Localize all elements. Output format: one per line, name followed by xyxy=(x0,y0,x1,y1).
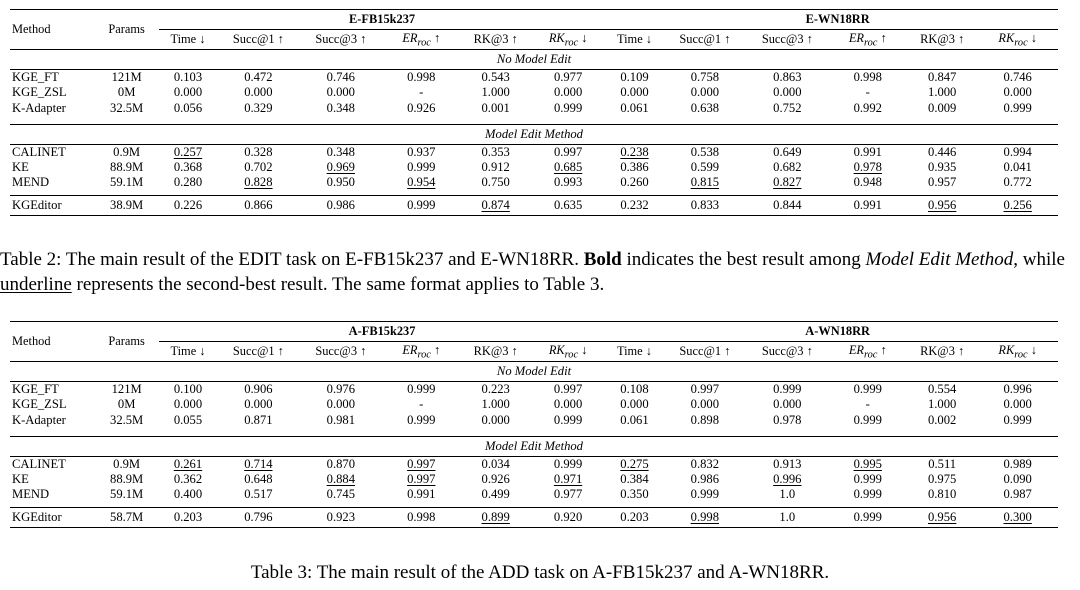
metric-value: 0.977 xyxy=(531,70,605,86)
table-row xyxy=(10,397,1058,413)
metric-header: Time ↓ xyxy=(616,344,652,358)
metric-header: Succ@1 ↑ xyxy=(232,344,284,358)
metric-value: 0.815 xyxy=(690,175,720,190)
metric-value: 0.685 xyxy=(553,159,583,174)
metric-header: RK@3 ↑ xyxy=(473,344,518,358)
metric-value: 0.997 xyxy=(664,382,746,398)
metric-value: 0.041 xyxy=(1003,159,1032,174)
metric-value: 0.997 xyxy=(531,382,605,398)
metric-value: 0.745 xyxy=(326,487,355,502)
metric-value: 0.977 xyxy=(553,487,583,502)
section-no-edit: No Model Edit xyxy=(10,362,1058,382)
metric-value: 0.055 xyxy=(173,412,203,427)
header-params: Params xyxy=(94,10,158,50)
metric-value: 0.368 xyxy=(173,159,203,174)
table-row xyxy=(10,85,1058,101)
param-count: 88.9M xyxy=(110,471,144,486)
metric-value: 0.913 xyxy=(746,456,828,472)
metric-header: Time ↓ xyxy=(170,32,206,46)
metric-value: 1.000 xyxy=(927,397,957,412)
method-name: KE xyxy=(12,159,29,174)
table3-caption: Table 3: The main result of the ADD task on A-FB15k237 and A-WN18RR. xyxy=(250,562,830,583)
metric-value: 0.648 xyxy=(244,471,273,486)
param-count: 0.9M xyxy=(94,144,158,160)
metric-value: 0.926 xyxy=(481,471,510,486)
metric-value: 0.538 xyxy=(664,144,746,160)
metric-value: 0.954 xyxy=(407,175,436,190)
metric-value: 0.827 xyxy=(773,175,802,190)
metric-value: 0.000 xyxy=(690,85,720,100)
method-name: KGEditor xyxy=(10,196,94,216)
metric-value: 1.000 xyxy=(481,397,510,412)
metric-value: 0.256 xyxy=(977,196,1058,216)
metric-value: 0.899 xyxy=(461,508,531,528)
metric-value: 0.950 xyxy=(326,175,355,190)
metric-value: - xyxy=(419,397,424,412)
table-row xyxy=(10,413,1058,429)
table-row xyxy=(10,382,1058,398)
header-method: Method xyxy=(10,322,94,362)
metric-value: 0.635 xyxy=(531,196,605,216)
param-count: 0M xyxy=(117,397,136,412)
metric-header: Time ↓ xyxy=(170,344,206,358)
metric-header: RK@3 ↑ xyxy=(920,344,965,358)
metric-value: 0.969 xyxy=(326,159,355,174)
metric-value: 0.999 xyxy=(553,100,583,115)
section-edit-method: Model Edit Method xyxy=(10,436,1058,456)
header-method: Method xyxy=(10,10,94,50)
table-row xyxy=(10,472,1058,488)
metric-value: 0.257 xyxy=(159,144,217,160)
method-name: CALINET xyxy=(10,144,94,160)
metric-value: 0.386 xyxy=(620,159,649,174)
metric-value: 0.866 xyxy=(217,196,299,216)
metric-value: 0.056 xyxy=(173,100,203,115)
metric-header: Succ@3 ↑ xyxy=(761,32,813,46)
metric-value: 0.987 xyxy=(1003,487,1032,502)
metric-value: 0.034 xyxy=(461,456,531,472)
metric-value: 0.999 xyxy=(531,456,605,472)
metric-value: 0.906 xyxy=(217,382,299,398)
header-params: Params xyxy=(94,322,158,362)
metric-value: 0.103 xyxy=(159,70,217,86)
metric-value: 0.000 xyxy=(326,85,355,100)
metric-value: 0.000 xyxy=(553,397,583,412)
metric-value: 0.999 xyxy=(690,487,720,502)
metric-value: 0.232 xyxy=(605,196,663,216)
metric-value: 0.446 xyxy=(907,144,977,160)
metric-value: 0.833 xyxy=(664,196,746,216)
metric-header: RK@3 ↑ xyxy=(920,32,965,46)
metric-value: 0.997 xyxy=(407,471,436,486)
metric-value: 0.100 xyxy=(159,382,217,398)
metric-value: 0.847 xyxy=(907,70,977,86)
metric-value: 0.920 xyxy=(531,508,605,528)
metric-value: 0.810 xyxy=(927,487,957,502)
metric-value: 0.996 xyxy=(773,471,802,486)
method-name: KGE_FT xyxy=(10,382,94,398)
table-row xyxy=(10,160,1058,176)
metric-value: 0.844 xyxy=(746,196,828,216)
metric-value: 0.275 xyxy=(605,456,663,472)
metric-value: 0.061 xyxy=(620,100,649,115)
metric-value: 0.061 xyxy=(620,412,649,427)
metric-value: 0.517 xyxy=(244,487,273,502)
metric-header: RK@3 ↑ xyxy=(473,32,518,46)
metric-value: 0.956 xyxy=(907,196,977,216)
section-no-edit: No Model Edit xyxy=(10,50,1058,70)
metric-value: 0.957 xyxy=(928,175,957,190)
metric-value: 0.772 xyxy=(1003,175,1032,190)
metric-header: Time ↓ xyxy=(616,32,652,46)
metric-value: 0.956 xyxy=(907,508,977,528)
table-row xyxy=(10,144,1058,160)
metric-value: 0.000 xyxy=(173,85,203,100)
method-name: K-Adapter xyxy=(12,100,66,115)
method-name: MEND xyxy=(12,175,50,190)
metric-value: 0.746 xyxy=(977,70,1058,86)
metric-value: 0.238 xyxy=(605,144,663,160)
metric-header: $ER_{roc}$ ↑ xyxy=(402,342,441,361)
metric-value: 0.000 xyxy=(690,397,720,412)
metric-value: 0.384 xyxy=(620,471,649,486)
metric-value: 0.261 xyxy=(159,456,217,472)
dataset-header: E-WN18RR xyxy=(605,10,1058,30)
metric-value: 0.884 xyxy=(326,471,355,486)
metric-value: 0.280 xyxy=(173,175,203,190)
metric-value: 0.999 xyxy=(1003,100,1032,115)
metric-value: - xyxy=(419,85,424,100)
metric-value: 0.863 xyxy=(746,70,828,86)
metric-value: 1.0 xyxy=(779,487,796,502)
metric-value: 0.796 xyxy=(217,508,299,528)
metric-value: 0.986 xyxy=(690,471,720,486)
metric-header: $RK_{roc}$ ↓ xyxy=(998,342,1037,361)
metric-value: 0.975 xyxy=(927,471,957,486)
metric-header: $ER_{roc}$ ↑ xyxy=(848,342,887,361)
metric-value: 0.682 xyxy=(773,159,802,174)
param-count: 121M xyxy=(94,382,158,398)
param-count: 59.1M xyxy=(110,487,144,502)
table2-caption: Table 2: The main result of the EDIT task on E-FB15k237 and E-WN18RR. Bold indicates the best result among Model Edit Method, while underline represents the second-best result. The same format applies to Table 3. xyxy=(0,249,1065,295)
metric-value: 0.937 xyxy=(382,144,460,160)
metric-value: 0.714 xyxy=(217,456,299,472)
metric-value: 0.912 xyxy=(481,159,510,174)
metric-value: 0.999 xyxy=(407,159,436,174)
metric-value: 0.997 xyxy=(531,144,605,160)
metric-value: 0.992 xyxy=(853,100,882,115)
results-table-edit xyxy=(10,9,1058,216)
table-row xyxy=(10,175,1058,191)
param-count: 32.5M xyxy=(110,412,144,427)
metric-value: 0.000 xyxy=(620,85,649,100)
metric-value: 0.752 xyxy=(773,100,802,115)
metric-value: 0.948 xyxy=(853,175,882,190)
metric-header: Succ@3 ↑ xyxy=(761,344,813,358)
metric-value: 0.203 xyxy=(159,508,217,528)
metric-value: 0.328 xyxy=(217,144,299,160)
metric-value: 0.999 xyxy=(829,508,907,528)
metric-value: 0.472 xyxy=(217,70,299,86)
metric-value: 0.994 xyxy=(977,144,1058,160)
metric-value: - xyxy=(865,397,870,412)
metric-value: 0.226 xyxy=(159,196,217,216)
metric-value: 0.978 xyxy=(773,412,802,427)
param-count: 0.9M xyxy=(94,456,158,472)
metric-value: 0.870 xyxy=(300,456,382,472)
metric-value: 0.329 xyxy=(244,100,273,115)
metric-value: 0.000 xyxy=(173,397,203,412)
metric-value: 0.000 xyxy=(244,397,273,412)
metric-value: 0.223 xyxy=(461,382,531,398)
metric-value: 0.543 xyxy=(460,70,530,86)
param-count: 0M xyxy=(117,85,136,100)
metric-header: Succ@3 ↑ xyxy=(315,344,367,358)
metric-value: 0.702 xyxy=(244,159,273,174)
metric-header: Succ@1 ↑ xyxy=(232,32,284,46)
metric-value: 0.348 xyxy=(300,144,382,160)
metric-value: - xyxy=(865,85,870,100)
metric-value: 0.000 xyxy=(1003,397,1032,412)
metric-value: 0.989 xyxy=(977,456,1058,472)
method-name: MEND xyxy=(12,487,50,502)
metric-value: 0.348 xyxy=(326,100,355,115)
metric-header: $ER_{roc}$ ↑ xyxy=(402,30,441,49)
param-count: 58.7M xyxy=(94,508,158,528)
metric-header: $ER_{roc}$ ↑ xyxy=(848,30,887,49)
metric-value: 1.000 xyxy=(928,85,957,100)
table-row xyxy=(10,487,1058,503)
metric-value: 0.991 xyxy=(829,196,907,216)
param-count: 121M xyxy=(94,70,158,86)
metric-value: 0.999 xyxy=(853,412,882,427)
metric-header: Succ@1 ↑ xyxy=(679,344,731,358)
metric-value: 0.000 xyxy=(1003,85,1032,100)
metric-value: 0.000 xyxy=(244,85,273,100)
metric-value: 0.998 xyxy=(664,508,746,528)
metric-value: 0.362 xyxy=(173,471,203,486)
metric-value: 0.999 xyxy=(1003,412,1032,427)
metric-header: $RK_{roc}$ ↓ xyxy=(548,30,588,49)
metric-value: 0.935 xyxy=(928,159,957,174)
table-row xyxy=(10,101,1058,117)
method-name: KGEditor xyxy=(10,508,94,528)
metric-value: 0.499 xyxy=(481,487,510,502)
metric-value: 0.871 xyxy=(244,412,273,427)
results-table-add xyxy=(10,321,1058,528)
param-count: 38.9M xyxy=(94,196,158,216)
metric-value: 0.999 xyxy=(853,471,882,486)
metric-value: 0.999 xyxy=(829,382,907,398)
metric-value: 0.976 xyxy=(300,382,382,398)
metric-value: 0.746 xyxy=(300,70,382,86)
metric-header: $RK_{roc}$ ↓ xyxy=(998,30,1037,49)
metric-value: 0.999 xyxy=(746,382,828,398)
metric-value: 0.000 xyxy=(773,397,802,412)
metric-value: 0.108 xyxy=(605,382,663,398)
metric-value: 0.998 xyxy=(382,70,460,86)
section-edit-method: Model Edit Method xyxy=(10,124,1058,144)
metric-value: 0.109 xyxy=(605,70,663,86)
metric-value: 0.000 xyxy=(553,85,583,100)
metric-value: 0.991 xyxy=(407,487,436,502)
metric-value: 0.758 xyxy=(664,70,746,86)
metric-value: 0.991 xyxy=(829,144,907,160)
metric-value: 0.923 xyxy=(300,508,382,528)
metric-value: 0.995 xyxy=(829,456,907,472)
metric-value: 0.998 xyxy=(829,70,907,86)
metric-header: $RK_{roc}$ ↓ xyxy=(548,342,588,361)
metric-value: 0.001 xyxy=(481,100,510,115)
metric-value: 1.0 xyxy=(746,508,828,528)
metric-value: 0.638 xyxy=(690,100,720,115)
metric-value: 0.997 xyxy=(382,456,460,472)
method-name: KE xyxy=(12,471,29,486)
metric-value: 0.400 xyxy=(173,487,203,502)
metric-value: 0.926 xyxy=(407,100,436,115)
metric-value: 0.998 xyxy=(382,508,460,528)
method-name: KGE_ZSL xyxy=(12,85,67,100)
metric-value: 0.000 xyxy=(620,397,649,412)
metric-value: 0.993 xyxy=(553,175,583,190)
param-count: 59.1M xyxy=(110,175,144,190)
metric-header: Succ@3 ↑ xyxy=(315,32,367,46)
metric-value: 0.260 xyxy=(620,175,649,190)
metric-value: 0.002 xyxy=(927,412,957,427)
method-name: KGE_ZSL xyxy=(12,397,67,412)
dataset-header: A-FB15k237 xyxy=(159,322,605,342)
metric-value: 0.090 xyxy=(1003,471,1032,486)
param-count: 88.9M xyxy=(110,159,144,174)
metric-value: 0.750 xyxy=(481,175,510,190)
table-row xyxy=(10,456,1058,472)
metric-value: 0.000 xyxy=(326,397,355,412)
metric-header: Succ@1 ↑ xyxy=(679,32,731,46)
table-row xyxy=(10,70,1058,86)
param-count: 32.5M xyxy=(110,100,144,115)
metric-value: 0.999 xyxy=(407,412,436,427)
table-row-best xyxy=(10,508,1058,528)
method-name: CALINET xyxy=(10,456,94,472)
metric-value: 0.999 xyxy=(553,412,583,427)
metric-value: 0.828 xyxy=(244,175,273,190)
metric-value: 0.832 xyxy=(664,456,746,472)
metric-value: 0.599 xyxy=(690,159,720,174)
method-name: K-Adapter xyxy=(12,412,66,427)
metric-value: 0.999 xyxy=(382,196,460,216)
metric-value: 0.971 xyxy=(553,471,583,486)
metric-value: 0.300 xyxy=(977,508,1058,528)
metric-value: 0.898 xyxy=(690,412,720,427)
metric-value: 0.986 xyxy=(300,196,382,216)
metric-value: 0.649 xyxy=(746,144,828,160)
metric-value: 0.978 xyxy=(853,159,882,174)
metric-value: 0.981 xyxy=(326,412,355,427)
metric-value: 0.009 xyxy=(928,100,957,115)
dataset-header: A-WN18RR xyxy=(605,322,1058,342)
metric-value: 0.554 xyxy=(907,382,977,398)
metric-value: 0.999 xyxy=(382,382,460,398)
metric-value: 0.353 xyxy=(460,144,530,160)
metric-value: 0.350 xyxy=(620,487,649,502)
metric-value: 0.511 xyxy=(907,456,977,472)
metric-value: 0.000 xyxy=(773,85,802,100)
metric-value: 0.203 xyxy=(605,508,663,528)
metric-value: 0.874 xyxy=(460,196,530,216)
metric-value: 1.000 xyxy=(481,85,510,100)
method-name: KGE_FT xyxy=(10,70,94,86)
metric-value: 0.000 xyxy=(481,412,510,427)
table-row-best xyxy=(10,196,1058,216)
dataset-header: E-FB15k237 xyxy=(159,10,606,30)
metric-value: 0.999 xyxy=(853,487,882,502)
metric-value: 0.996 xyxy=(977,382,1058,398)
